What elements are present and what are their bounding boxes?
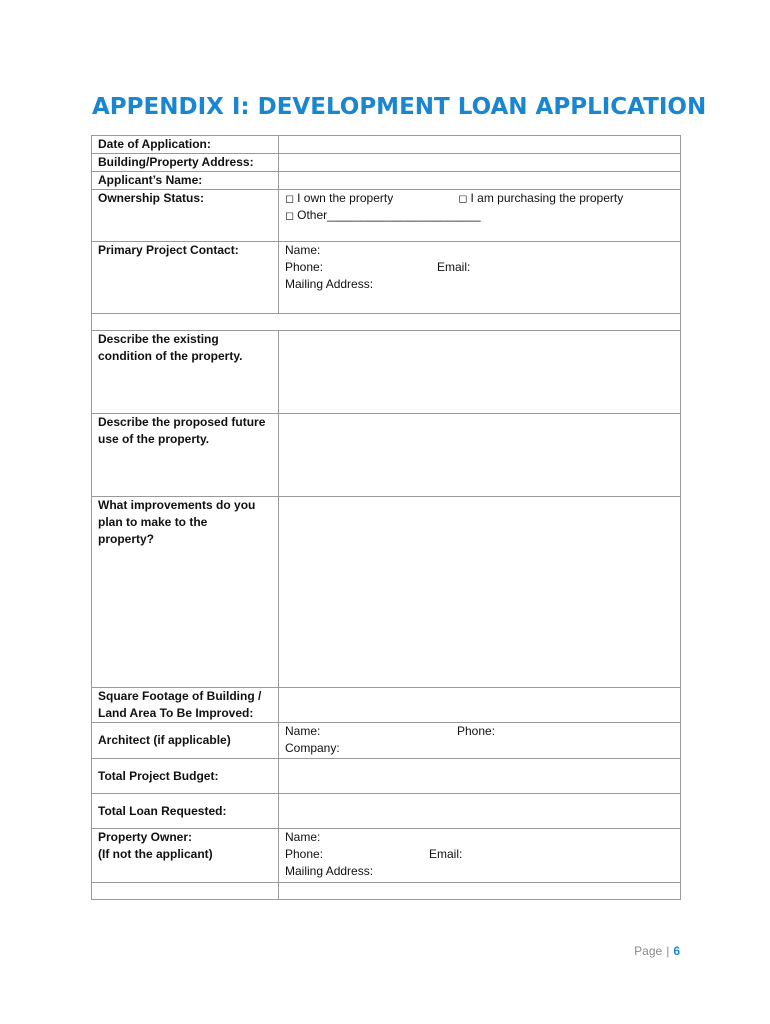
applicant-label: Applicant’s Name: — [92, 172, 279, 190]
form-row-existing — [92, 331, 681, 414]
improvements-label — [92, 497, 279, 688]
budget-label: Total Project Budget: — [92, 759, 279, 794]
option-other[interactable] — [285, 207, 481, 225]
improvements-field[interactable] — [279, 497, 681, 688]
option-other-label: Other_______________________ — [297, 208, 481, 222]
contact-email: Email: — [437, 260, 471, 274]
existing-field[interactable] — [279, 331, 681, 414]
form-row-last — [92, 883, 681, 900]
empty-value-cell[interactable] — [279, 883, 681, 900]
future-label-line-2: use of the property. — [98, 432, 210, 446]
date-field[interactable] — [279, 136, 681, 154]
existing-label-line-1: Describe the existing — [98, 332, 219, 346]
form-row-owner — [92, 829, 681, 883]
ownership-label: Ownership Status: — [92, 190, 279, 242]
address-label: Building/Property Address: — [92, 154, 279, 172]
sqft-label — [92, 688, 279, 723]
owner-fields[interactable] — [279, 829, 681, 883]
form-row-architect — [92, 723, 681, 759]
future-field[interactable] — [279, 414, 681, 497]
owner-label-line-2: (If not the applicant) — [98, 847, 213, 861]
architect-company: Company: — [285, 741, 340, 755]
loan-label: Total Loan Requested: — [92, 794, 279, 829]
existing-label — [92, 331, 279, 414]
contact-label: Primary Project Contact: — [92, 242, 279, 314]
future-label — [92, 414, 279, 497]
budget-field[interactable] — [279, 759, 681, 794]
architect-label: Architect (if applicable) — [92, 723, 279, 759]
option-purchasing-label: I am purchasing the property — [470, 191, 624, 205]
form-row-date — [92, 136, 681, 154]
contact-name: Name: — [285, 243, 321, 257]
improvements-label-line-3: property? — [98, 532, 155, 546]
page-number-value: 6 — [673, 944, 680, 958]
form-row-loan — [92, 794, 681, 829]
applicant-field[interactable] — [279, 172, 681, 190]
contact-phone: Phone: — [285, 260, 324, 274]
form-row-improvements — [92, 497, 681, 688]
ownership-options — [279, 190, 681, 242]
sqft-label-line-1: Square Footage of Building / — [98, 689, 262, 703]
existing-label-line-2: condition of the property. — [98, 349, 243, 363]
option-own[interactable] — [285, 190, 455, 208]
owner-mailing: Mailing Address: — [285, 864, 374, 878]
form-row-sqft — [92, 688, 681, 723]
form-row-ownership — [92, 190, 681, 242]
future-label-line-1: Describe the proposed future — [98, 415, 266, 429]
improvements-label-line-1: What improvements do you — [98, 498, 256, 512]
address-field[interactable] — [279, 154, 681, 172]
improvements-label-line-2: plan to make to the — [98, 515, 208, 529]
date-label: Date of Application: — [92, 136, 279, 154]
architect-fields[interactable] — [279, 723, 681, 759]
loan-field[interactable] — [279, 794, 681, 829]
checkbox-icon[interactable]: ◻ — [285, 210, 295, 222]
architect-phone: Phone: — [457, 724, 496, 738]
option-purchasing[interactable] — [458, 190, 623, 208]
sqft-field[interactable] — [279, 688, 681, 723]
empty-label-cell — [92, 883, 279, 900]
owner-email: Email: — [429, 847, 463, 861]
page-separator: | — [666, 944, 670, 958]
loan-application-form — [91, 135, 681, 900]
owner-phone: Phone: — [285, 847, 324, 861]
contact-fields[interactable] — [279, 242, 681, 314]
sqft-label-line-2: Land Area To Be Improved: — [98, 706, 254, 720]
checkbox-icon[interactable]: ◻ — [285, 193, 295, 205]
page-number — [634, 944, 680, 958]
checkbox-icon[interactable]: ◻ — [458, 193, 468, 205]
option-own-label: I own the property — [297, 191, 394, 205]
architect-name: Name: — [285, 724, 321, 738]
form-row-spacer — [92, 314, 681, 331]
contact-mailing: Mailing Address: — [285, 277, 374, 291]
owner-name: Name: — [285, 830, 321, 844]
form-row-contact — [92, 242, 681, 314]
page-title: APPENDIX I: DEVELOPMENT LOAN APPLICATION — [92, 94, 707, 120]
form-row-applicant — [92, 172, 681, 190]
page-word: Page — [634, 944, 663, 958]
form-row-future — [92, 414, 681, 497]
form-row-budget — [92, 759, 681, 794]
spacer-row — [92, 314, 681, 331]
form-row-address — [92, 154, 681, 172]
owner-label-line-1: Property Owner: — [98, 830, 193, 844]
owner-label — [92, 829, 279, 883]
